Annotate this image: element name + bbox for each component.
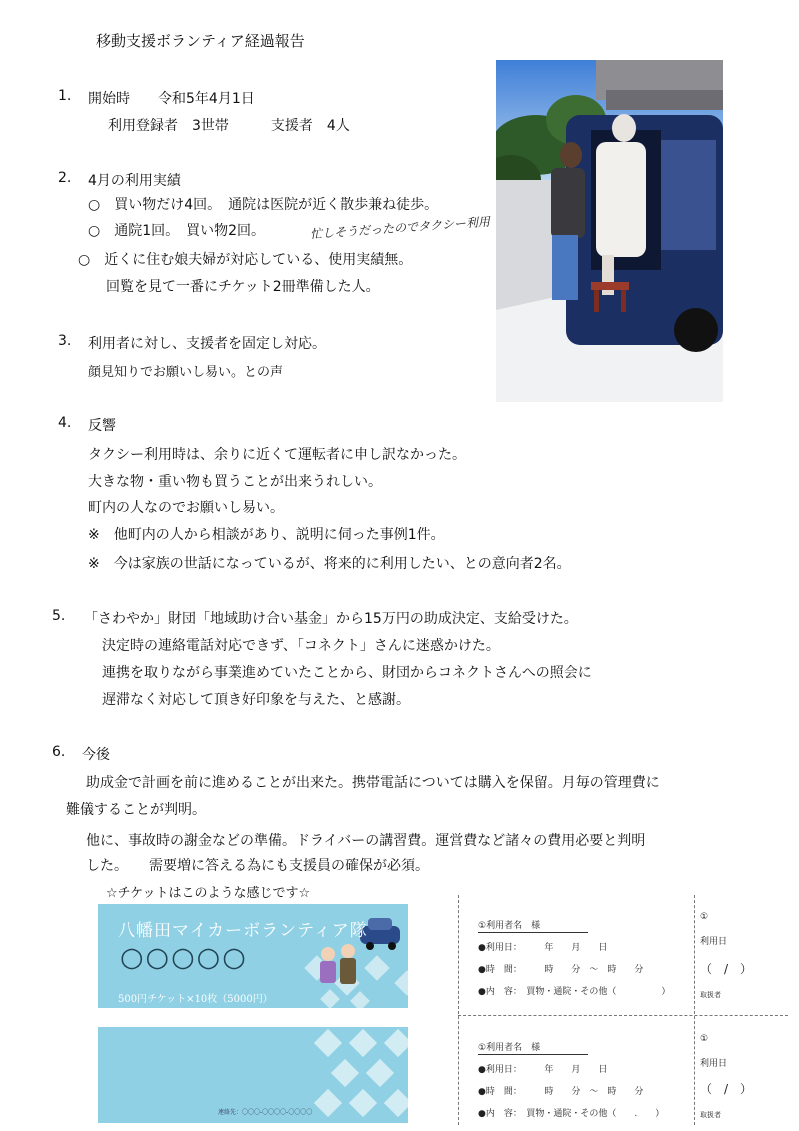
section-6-paragraph-2b: した。 需要増に答える為にも支援員の確保が必須。 [86,858,429,874]
photo-illustration [496,60,723,402]
form-2-number: ① [700,1034,709,1044]
section-1-number: 1. [58,88,72,104]
section-6-paragraph-2a: 他に、事故時の謝金などの準備。ドライバーの講習費。運営費など諸々の費用必要と判明 [86,833,646,849]
section-5-line-1: 「さわやか」財団「地域助け合い基金」から15万円の助成決定、支給受けた。 [84,611,578,627]
form-1-date: ●利用日： 年 月 日 [478,943,608,953]
section-2-line-1: ○ 買い物だけ4回。 通院は医院が近く散歩兼ね徒歩。 [88,197,439,213]
form-2-user-name: ①利用者名 様 [478,1043,541,1053]
section-3-line-2: 顔見知りでお願いし易い。との声 [88,365,284,380]
form-1-user-name: ①利用者名 様 [478,921,541,931]
section-1-line-1: 開始時 令和5年4月1日 [88,91,255,107]
section-4-line-1: タクシー利用時は、余りに近くて運転者に申し訳なかった。 [88,447,466,463]
section-4-line-4: ※ 他町内の人から相談があり、説明に伺った事例1件。 [88,527,445,543]
section-2-number: 2. [58,170,72,186]
ticket-contact: 連絡先：〇〇〇-〇〇〇〇-〇〇〇〇 [218,1109,313,1116]
section-6-paragraph-1b: 難儀することが判明。 [66,802,206,818]
form-1-content: ●内 容： 買物・通院・その他（ ） [478,987,671,997]
form-2-right-date-label: 利用日 [700,1059,728,1069]
section-5-line-3: 連携を取りながら事業進めていたことから、財団からコネクトさんへの照会に [102,665,592,681]
form-1-number: ① [700,912,709,922]
form-1-right-date-label: 利用日 [700,937,728,947]
ticket-back [98,1027,408,1123]
ticket-circles: ○○○○○ [120,942,248,973]
form-cut-line-horizontal [458,1015,788,1016]
form-1-right-slash: （ / ） [700,962,753,976]
section-2-heading: 4月の利用実績 [88,173,181,189]
section-5-line-2: 決定時の連絡電話対応できず、「コネクト」さんに迷惑かけた。 [102,638,500,654]
page-title: 移動支援ボランティア経過報告 [96,32,305,50]
section-4-line-3: 町内の人なのでお願いし易い。 [88,500,284,516]
section-6-paragraph-1a: 助成金で計画を前に進めることが出来た。携帯電話については購入を保留。月毎の管理費に [86,775,660,791]
ticket-front [98,904,408,1008]
section-6-heading: 今後 [82,747,110,763]
form-1-right-handler: 取扱者 [700,991,721,999]
form-cut-line-middle [694,895,695,1125]
section-2-line-3: ○ 近くに住む娘夫婦が対応している、使用実績無。 [78,252,413,268]
section-4-heading: 反響 [88,418,116,434]
section-1-line-2: 利用登録者 3世帯 支援者 4人 [108,118,350,134]
section-2-line-4: 回覧を見て一番にチケット2冊準備した人。 [106,279,380,295]
form-2-content: ●内 容： 買物・通院・その他（ . ） [478,1109,665,1119]
form-cut-line-left [458,895,459,1125]
ticket-caption: ☆チケットはこのような感じです☆ [106,886,311,901]
section-4-line-5: ※ 今は家族の世話になっているが、将来的に利用したい、との意向者2名。 [88,556,571,572]
photo-boarding-vehicle [496,60,723,402]
form-2-user-line [478,1054,588,1055]
section-3-number: 3. [58,333,72,349]
section-6-number: 6. [52,744,66,760]
form-2-right-slash: （ / ） [700,1082,753,1096]
section-3-line-1: 利用者に対し、支援者を固定し対応。 [88,336,326,352]
section-2-line-2: ○ 通院1回。 買い物2回。 [88,223,266,239]
ticket-org-name: 八幡田マイカーボランティア隊 [118,921,368,941]
section-4-line-2: 大きな物・重い物も買うことが出来うれしい。 [88,474,382,490]
section-5-number: 5. [52,608,66,624]
form-2-right-handler: 取扱者 [700,1111,721,1119]
section-4-number: 4. [58,415,72,431]
form-2-time: ●時 間： 時 分 ～ 時 分 [478,1087,644,1097]
handwritten-note: 忙しそうだったのでタクシー利用 [309,214,491,242]
form-2-date: ●利用日： 年 月 日 [478,1065,608,1075]
ticket-price: 500円チケット×10枚（5000円） [118,994,273,1005]
section-5-line-4: 遅滞なく対応して頂き好印象を与えた、と感謝。 [102,692,410,708]
form-1-time: ●時 間： 時 分 ～ 時 分 [478,965,644,975]
form-1-user-line [478,932,588,933]
